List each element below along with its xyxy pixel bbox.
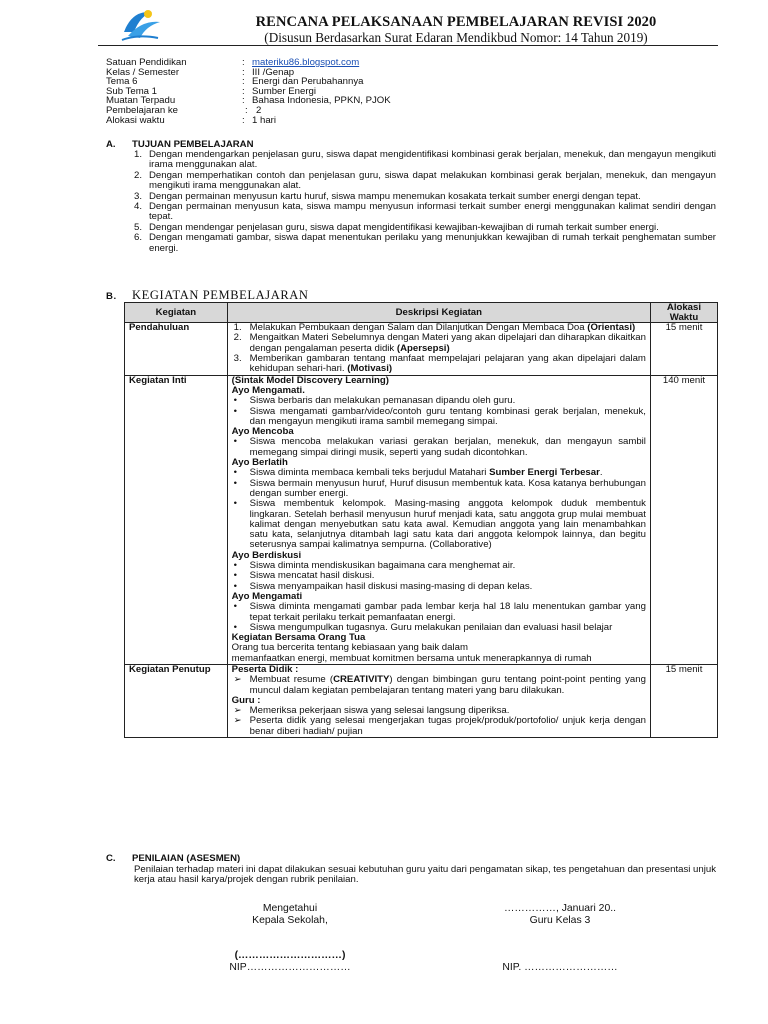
list-item: ➢ Memeriksa pekerjaan siswa yang selesai langsung diperiksa. xyxy=(232,706,646,716)
header-deskripsi: Deskripsi Kegiatan xyxy=(227,303,650,323)
section-title: PENILAIAN (ASESMEN) xyxy=(132,853,241,864)
identity-colon: : xyxy=(245,104,248,116)
signature-line: Guru Kelas 3 xyxy=(529,914,591,926)
list-item: • Siswa mengamati gambar/video/contoh guru tentang kombinasi gerak berjalan, menekuk, dan mengayun mengikuti irama sambil memegang simpai. xyxy=(232,407,646,428)
row-description xyxy=(227,375,650,664)
signature-line: Kepala Sekolah, xyxy=(252,914,328,926)
list-item: 2. Mengaitkan Materi Sebelumnya dengan Materi yang akan dipelajari dan diharapkan dikaitkan dengan pengalaman peserta didik (Apersepsi) xyxy=(233,332,646,354)
signature-line: Mengetahui xyxy=(262,903,318,914)
identity-key: Kelas / Semester xyxy=(106,66,180,78)
list-item: • Siswa membentuk kelompok. Masing-masing anggota kelompok duduk membentuk lingkaran. Setelah berhasil menyusun huruf menjadi kata, satu anggota grup mulai membuat kalimat dengan menyebutkan satu kata awal. Kemudian anggota yang lain menambahkan satu kata, selanjutnya ditambah lagi satu kata dari anggota kelompok lainnya, dan begitu seterusnya sampai kalimatnya sempurna. (Collaborative) xyxy=(232,499,646,550)
header-divider xyxy=(98,45,718,46)
row-name: Kegiatan Inti xyxy=(125,375,228,664)
subheading: Ayo Berdiskusi xyxy=(231,549,302,561)
document-subtitle: (Disusun Berdasarkan Surat Edaran Mendikbud Nomor: 14 Tahun 2019) xyxy=(264,30,648,45)
list-item: ➢ Peserta didik yang selesai mengerjakan tugas projek/produk/portofolio/ unjuk kerja dengan benar diberi hadiah/ pujian xyxy=(232,716,646,737)
list-item: • Siswa bermain menyusun huruf, Huruf disusun membentuk kata. Kosa katanya berhubungan dengan sumber energi. xyxy=(232,479,646,500)
row-name: Kegiatan Penutup xyxy=(125,664,228,737)
header-alokasi: Alokasi Waktu xyxy=(650,303,717,323)
table-row xyxy=(125,323,718,375)
subheading: Ayo Berlatih xyxy=(231,457,288,469)
identity-value: 1 hari xyxy=(252,114,276,126)
row-time: 15 menit xyxy=(650,664,717,737)
list-item: • Siswa diminta membaca kembali teks berjudul Matahari Sumber Energi Terbesar. xyxy=(232,468,646,478)
list-item: • Siswa diminta mendiskusikan bagaimana cara menghemat air. xyxy=(232,561,646,571)
section-title: KEGIATAN PEMBELAJARAN xyxy=(132,288,309,302)
subheading: Ayo Mencoba xyxy=(231,426,294,438)
mencoba-list xyxy=(232,437,646,458)
list-item: • Siswa mengumpulkan tugasnya. Guru melakukan penilaian dan evaluasi hasil belajar xyxy=(232,623,646,633)
list-item: 1. Dengan mendengarkan penjelasan guru, siswa dapat mengidentifikasi kombinasi gerak berjalan, menekuk, dan mengayun mengikuti irama menggunakan alat. xyxy=(134,149,716,171)
identity-colon: : xyxy=(242,95,245,107)
list-item: ➢ Membuat resume (CREATIVITY) dengan bimbingan guru tentang point-point penting yang muncul dalam kegiatan pembelajaran tentang materi yang baru dilakukan. xyxy=(232,675,646,696)
identity-link[interactable]: materiku86.blogspot.com xyxy=(252,57,360,68)
identity-colon: : xyxy=(242,85,245,97)
section-b-heading xyxy=(106,288,309,303)
identity-key: Tema 6 xyxy=(106,76,138,88)
tut-wuri-handayani-logo xyxy=(118,4,164,44)
subheading: Ayo Mengamati. xyxy=(231,384,305,396)
section-letter: A. xyxy=(106,139,116,150)
berdiskusi-list xyxy=(232,561,646,592)
subheading: Kegiatan Bersama Orang Tua xyxy=(231,632,366,644)
list-item: 4. Dengan permainan menyusun kata, siswa mampu menyusun informasi terkait sumber energi menggunakan kalimat sendiri dengan tepat. xyxy=(134,201,716,223)
guru-list xyxy=(232,706,646,737)
identity-key: Pembelajaran ke xyxy=(106,104,178,116)
signature-nip: NIP. ……………………… xyxy=(502,961,618,973)
pendahuluan-list xyxy=(232,323,646,374)
signature-left xyxy=(200,903,380,973)
list-item: 6. Dengan mengamati gambar, siswa dapat menentukan perilaku yang menunjukkan kewajiban di rumah terkait penghematan sumber energi. xyxy=(134,232,716,254)
list-item: 3. Dengan permainan menyusun kartu huruf, siswa mampu menemukan kosakata terkait sumber energi dengan tepat. xyxy=(134,190,641,202)
list-item: • Siswa diminta mengamati gambar pada lembar kerja hal 18 lalu menentukan gambar yang tepat terkait perilaku terkait pemanfaatan energi. xyxy=(232,602,646,623)
signature-right xyxy=(460,903,660,973)
kegiatan-table xyxy=(124,302,718,738)
penilaian-text: Penilaian terhadap materi ini dapat dilakukan sesuai kebutuhan guru yaitu dari pengamatan sikap, tes pengetahuan dan presentasi unjuk kerja atau hasil karya/projek dengan rubrik penilaian. xyxy=(134,864,716,886)
identity-value: III /Genap xyxy=(252,66,295,78)
identity-colon: : xyxy=(242,66,245,78)
identity-key: Sub Tema 1 xyxy=(106,85,158,97)
list-item: 5. Dengan mendengar penjelasan guru, siswa dapat mengidentifikasi kewajiban-kewajiban di rumah terkait sumber energi. xyxy=(134,221,659,233)
list-item: 1. Melakukan Pembukaan dengan Salam dan Dilanjutkan Dengan Membaca Doa (Orientasi) xyxy=(233,322,636,334)
row-description xyxy=(227,664,650,737)
section-letter: B. xyxy=(106,291,117,302)
list-item: • Siswa menyampaikan hasil diskusi masing-masing di depan kelas. xyxy=(232,582,646,592)
identity-value: Bahasa Indonesia, PPKN, PJOK xyxy=(252,95,391,107)
list-item: • Siswa mencatat hasil diskusi. xyxy=(232,571,646,581)
identity-colon: : xyxy=(242,114,245,126)
identity-key: Muatan Terpadu xyxy=(106,95,176,107)
section-title: TUJUAN PEMBELAJARAN xyxy=(132,139,254,150)
row-description xyxy=(227,323,650,375)
table-row xyxy=(125,664,718,737)
section-c-heading xyxy=(106,853,240,864)
mengamati2-list xyxy=(232,602,646,633)
identity-key: Alokasi waktu xyxy=(106,114,165,126)
list-item: • Siswa berbaris dan melakukan pemanasan dipandu oleh guru. xyxy=(232,396,646,406)
row-time: 140 menit xyxy=(650,375,717,664)
peserta-list xyxy=(232,675,646,696)
table-row xyxy=(125,375,718,664)
subheading: Ayo Mengamati xyxy=(231,590,303,602)
tujuan-list xyxy=(134,150,716,254)
subheading: Peserta Didik : xyxy=(231,663,299,675)
header-kegiatan: Kegiatan xyxy=(125,303,228,323)
berlatih-list xyxy=(232,468,646,550)
signature-name: (…………………………) xyxy=(234,950,346,961)
identity-value: 2 xyxy=(256,104,262,116)
ortu-text: Orang tua bercerita tentang kebiasaan yang baik dalam xyxy=(231,642,468,654)
ortu-text: memanfaatkan energi, membuat komitmen bersama untuk menerapkannya di rumah xyxy=(231,652,592,664)
document-title: RENCANA PELAKSANAAN PEMBELAJARAN REVISI 2020 xyxy=(255,14,657,30)
identity-value: Energi dan Perubahannya xyxy=(252,76,364,88)
list-item: • Siswa mencoba melakukan variasi gerakan berjalan, menekuk, dan mengayun sambil memegang simpai diringi musik, seperti yang sudah dicontohkan. xyxy=(232,437,646,458)
identity-colon: : xyxy=(242,76,245,88)
subheading: Guru : xyxy=(231,694,261,706)
list-item: 2. Dengan memperhatikan contoh dan penjelasan guru, siswa dapat melakukan kombinasi gerak berjalan, menekuk, dan mengayun mengikuti irama menggunakan alat. xyxy=(134,169,716,192)
signature-nip: NIP………………………… xyxy=(229,961,351,973)
identity-colon: : xyxy=(242,57,245,68)
signature-line: ……………, Januari 20.. xyxy=(503,903,617,914)
section-letter: C. xyxy=(106,853,116,864)
row-name: Pendahuluan xyxy=(125,323,228,375)
mengamati-list xyxy=(232,396,646,427)
model-label: (Sintak Model Discovery Learning) xyxy=(231,374,389,386)
identity-key: Satuan Pendidikan xyxy=(106,57,187,68)
identity-value: Sumber Energi xyxy=(252,85,316,97)
table-header-row xyxy=(125,303,718,323)
row-time: 15 menit xyxy=(650,323,717,375)
list-item: 3. Memberikan gambaran tentang manfaat mempelajari pelajaran yang akan dipelajari dalam kehidupan sehari-hari. (Motivasi) xyxy=(233,353,646,375)
